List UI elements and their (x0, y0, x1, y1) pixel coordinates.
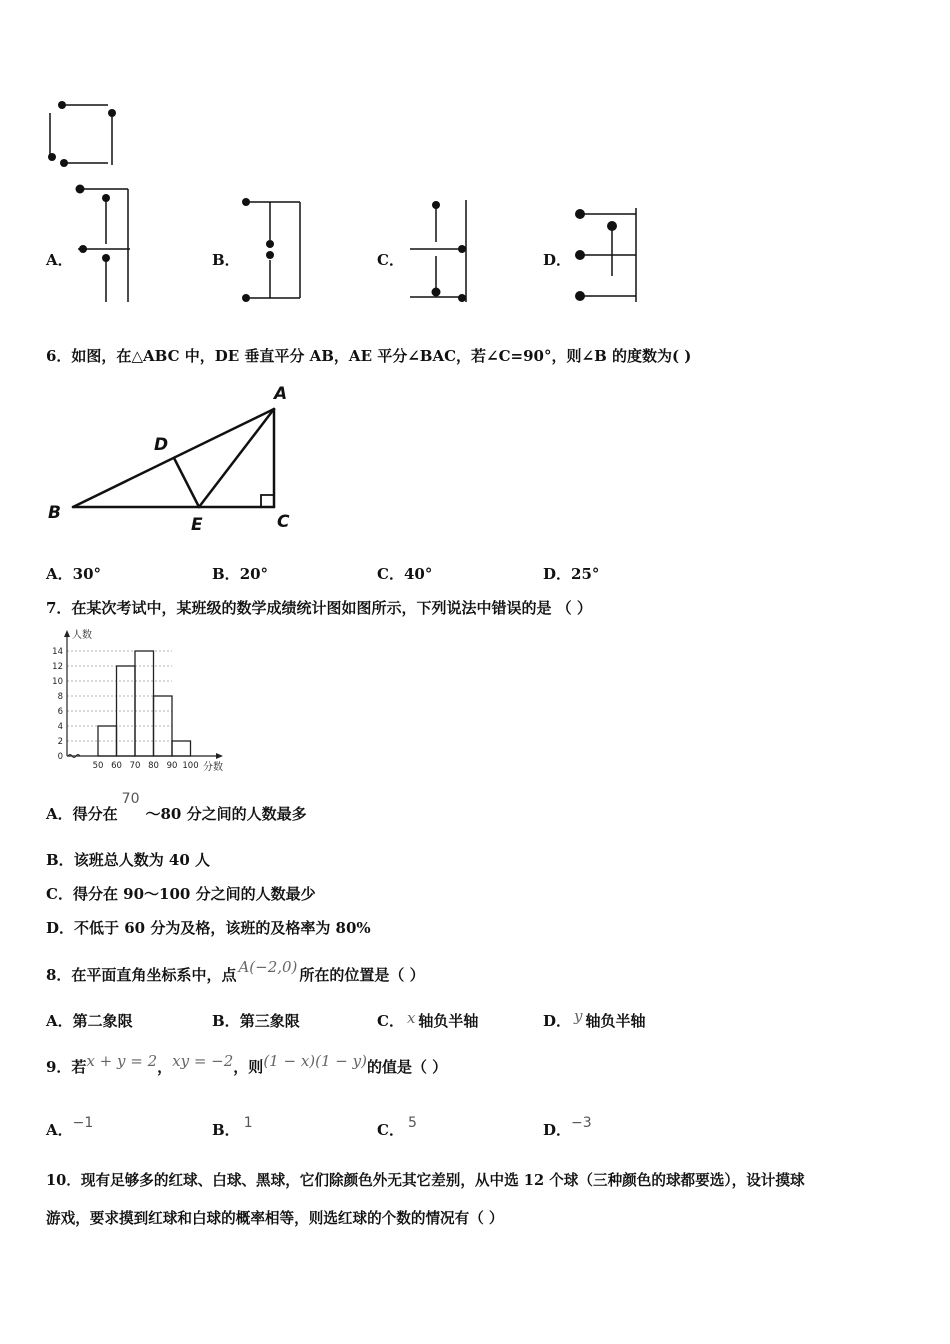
option-label: A． (46, 565, 73, 583)
q7-option-d (46, 917, 371, 938)
y-tick-label: 12 (52, 662, 63, 672)
stem-text: ， (157, 1058, 173, 1076)
q5-option-d-label: D． (543, 251, 572, 269)
q5-main-figure (40, 95, 125, 175)
option-label: C． (377, 565, 404, 583)
q7-option-a (46, 791, 307, 824)
q7-option-b (46, 849, 210, 870)
q5-option-c-figure (402, 192, 474, 307)
stem-text: ，则 (233, 1058, 264, 1076)
math-x: x (406, 1009, 416, 1027)
option-label: C． (377, 1121, 404, 1139)
q8-option-c (377, 1010, 478, 1031)
q7-stem: 7．在某次考试中，某班级的数学成绩统计图如图所示，下列说法中错误的是 （ ） (46, 599, 592, 617)
option-label: B． (212, 1121, 240, 1139)
math-y: y (574, 1007, 583, 1025)
math-value: 5 (407, 1115, 417, 1131)
x-axis-title: 分数 (203, 762, 223, 773)
y-tick-label: 0 (57, 752, 63, 762)
math-product: xy = −2 (172, 1052, 234, 1070)
label-a: A (274, 384, 288, 404)
option-text: 得分在 (72, 805, 118, 823)
q5-option-b-figure (236, 190, 306, 305)
option-text: 第二象限 (72, 1012, 133, 1030)
label-e: E (191, 515, 203, 535)
option-text: 30° (72, 565, 102, 583)
option-text: 40° (403, 565, 433, 583)
math-value: 1 (243, 1115, 253, 1131)
stem-text: 9．若 (46, 1058, 87, 1076)
q6-option-c (377, 563, 432, 584)
math-point-a: A(−2,0) (238, 958, 298, 976)
histogram-bar (135, 651, 154, 756)
y-tick-label: 4 (57, 722, 63, 732)
x-tick-label: 60 (111, 761, 122, 771)
q8-option-b (212, 1010, 300, 1031)
option-label: D． (543, 1012, 572, 1030)
label-c: C (277, 512, 290, 532)
option-label: C． (377, 1012, 404, 1030)
q9-option-b (212, 1115, 253, 1140)
x-tick-label: 80 (148, 761, 159, 771)
q9-option-d (543, 1115, 592, 1140)
math-value: −3 (571, 1115, 592, 1131)
q5-option-a-figure (70, 180, 135, 310)
q5-option-b-label: B． (212, 251, 240, 269)
option-text: 不低于 60 分为及格，该班的及格率为 80% (74, 919, 371, 937)
q8-option-a (46, 1010, 133, 1031)
q7-option-c (46, 883, 316, 904)
option-text: 得分在 90～100 分之间的人数最少 (72, 885, 316, 903)
q8-option-d (543, 1007, 646, 1031)
option-label: B． (46, 851, 74, 869)
x-axis-arrow (216, 753, 223, 759)
q6-triangle-figure (40, 378, 310, 538)
q9-option-a (46, 1115, 94, 1140)
y-tick-label: 10 (52, 677, 63, 687)
option-text: ～80 分之间的人数最多 (145, 805, 307, 823)
q10-stem-line1: 10．现有足够多的红球、白球、黑球，它们除颜色外无其它差别，从中选 12 个球（三种颜色的球都要选），设计摸球 (46, 1172, 805, 1189)
x-tick-label: 100 (182, 761, 199, 771)
y-tick-label: 14 (52, 647, 63, 657)
q10-stem-line2: 游戏，要求摸到红球和白球的概率相等，则选红球的个数的情况有（ ） (46, 1210, 504, 1227)
y-axis-title: 人数 (72, 630, 92, 641)
option-text: 轴负半轴 (418, 1012, 479, 1030)
q9-stem (46, 1052, 448, 1077)
stem-text: 所在的位置是（ ） (299, 966, 425, 984)
math-sum: x + y = 2 (86, 1052, 158, 1070)
q6-option-a (46, 563, 101, 584)
q9-option-c (377, 1115, 417, 1140)
x-tick-label: 50 (92, 761, 104, 771)
option-label: A． (46, 805, 73, 823)
option-text: 25° (571, 565, 600, 583)
q8-stem (46, 958, 425, 985)
q5-option-d-figure (568, 200, 643, 308)
option-label: C． (46, 885, 73, 903)
x-tick-label: 70 (129, 761, 141, 771)
stem-text: 8．在平面直角坐标系中，点 (46, 966, 237, 984)
q6-stem: 6．如图，在△ABC 中，DE 垂直平分 AB，AE 平分∠BAC，若∠C=90°，则∠B 的度数为( ) (46, 347, 692, 365)
q6-option-d (543, 563, 599, 584)
label-b: B (48, 503, 61, 523)
option-label: D． (46, 919, 75, 937)
q7-histogram-chart (40, 625, 240, 773)
option-label: B． (212, 1012, 240, 1030)
math-70: 70 (121, 791, 140, 807)
histogram-bar (172, 741, 191, 756)
q6-option-b (212, 563, 268, 584)
option-text: 轴负半轴 (585, 1012, 646, 1030)
option-text: 该班总人数为 40 人 (73, 851, 211, 869)
y-axis-arrow (64, 630, 70, 637)
q5-option-a-label: A． (46, 251, 73, 269)
stem-text: 的值是（ ） (366, 1058, 448, 1076)
option-label: B． (212, 565, 240, 583)
q5-option-c-label: C． (377, 251, 404, 269)
math-value: −1 (72, 1115, 94, 1131)
x-tick-label: 90 (166, 761, 178, 771)
option-label: A． (46, 1121, 73, 1139)
option-text: 第三象限 (239, 1012, 300, 1030)
y-tick-label: 8 (57, 692, 63, 702)
option-label: D． (543, 565, 572, 583)
y-tick-label: 2 (57, 737, 63, 747)
option-text: 20° (239, 565, 269, 583)
y-tick-label: 6 (57, 707, 63, 717)
math-expression: (1 − x)(1 − y) (263, 1052, 367, 1070)
option-label: D． (543, 1121, 572, 1139)
option-label: A． (46, 1012, 73, 1030)
label-d: D (154, 435, 169, 455)
